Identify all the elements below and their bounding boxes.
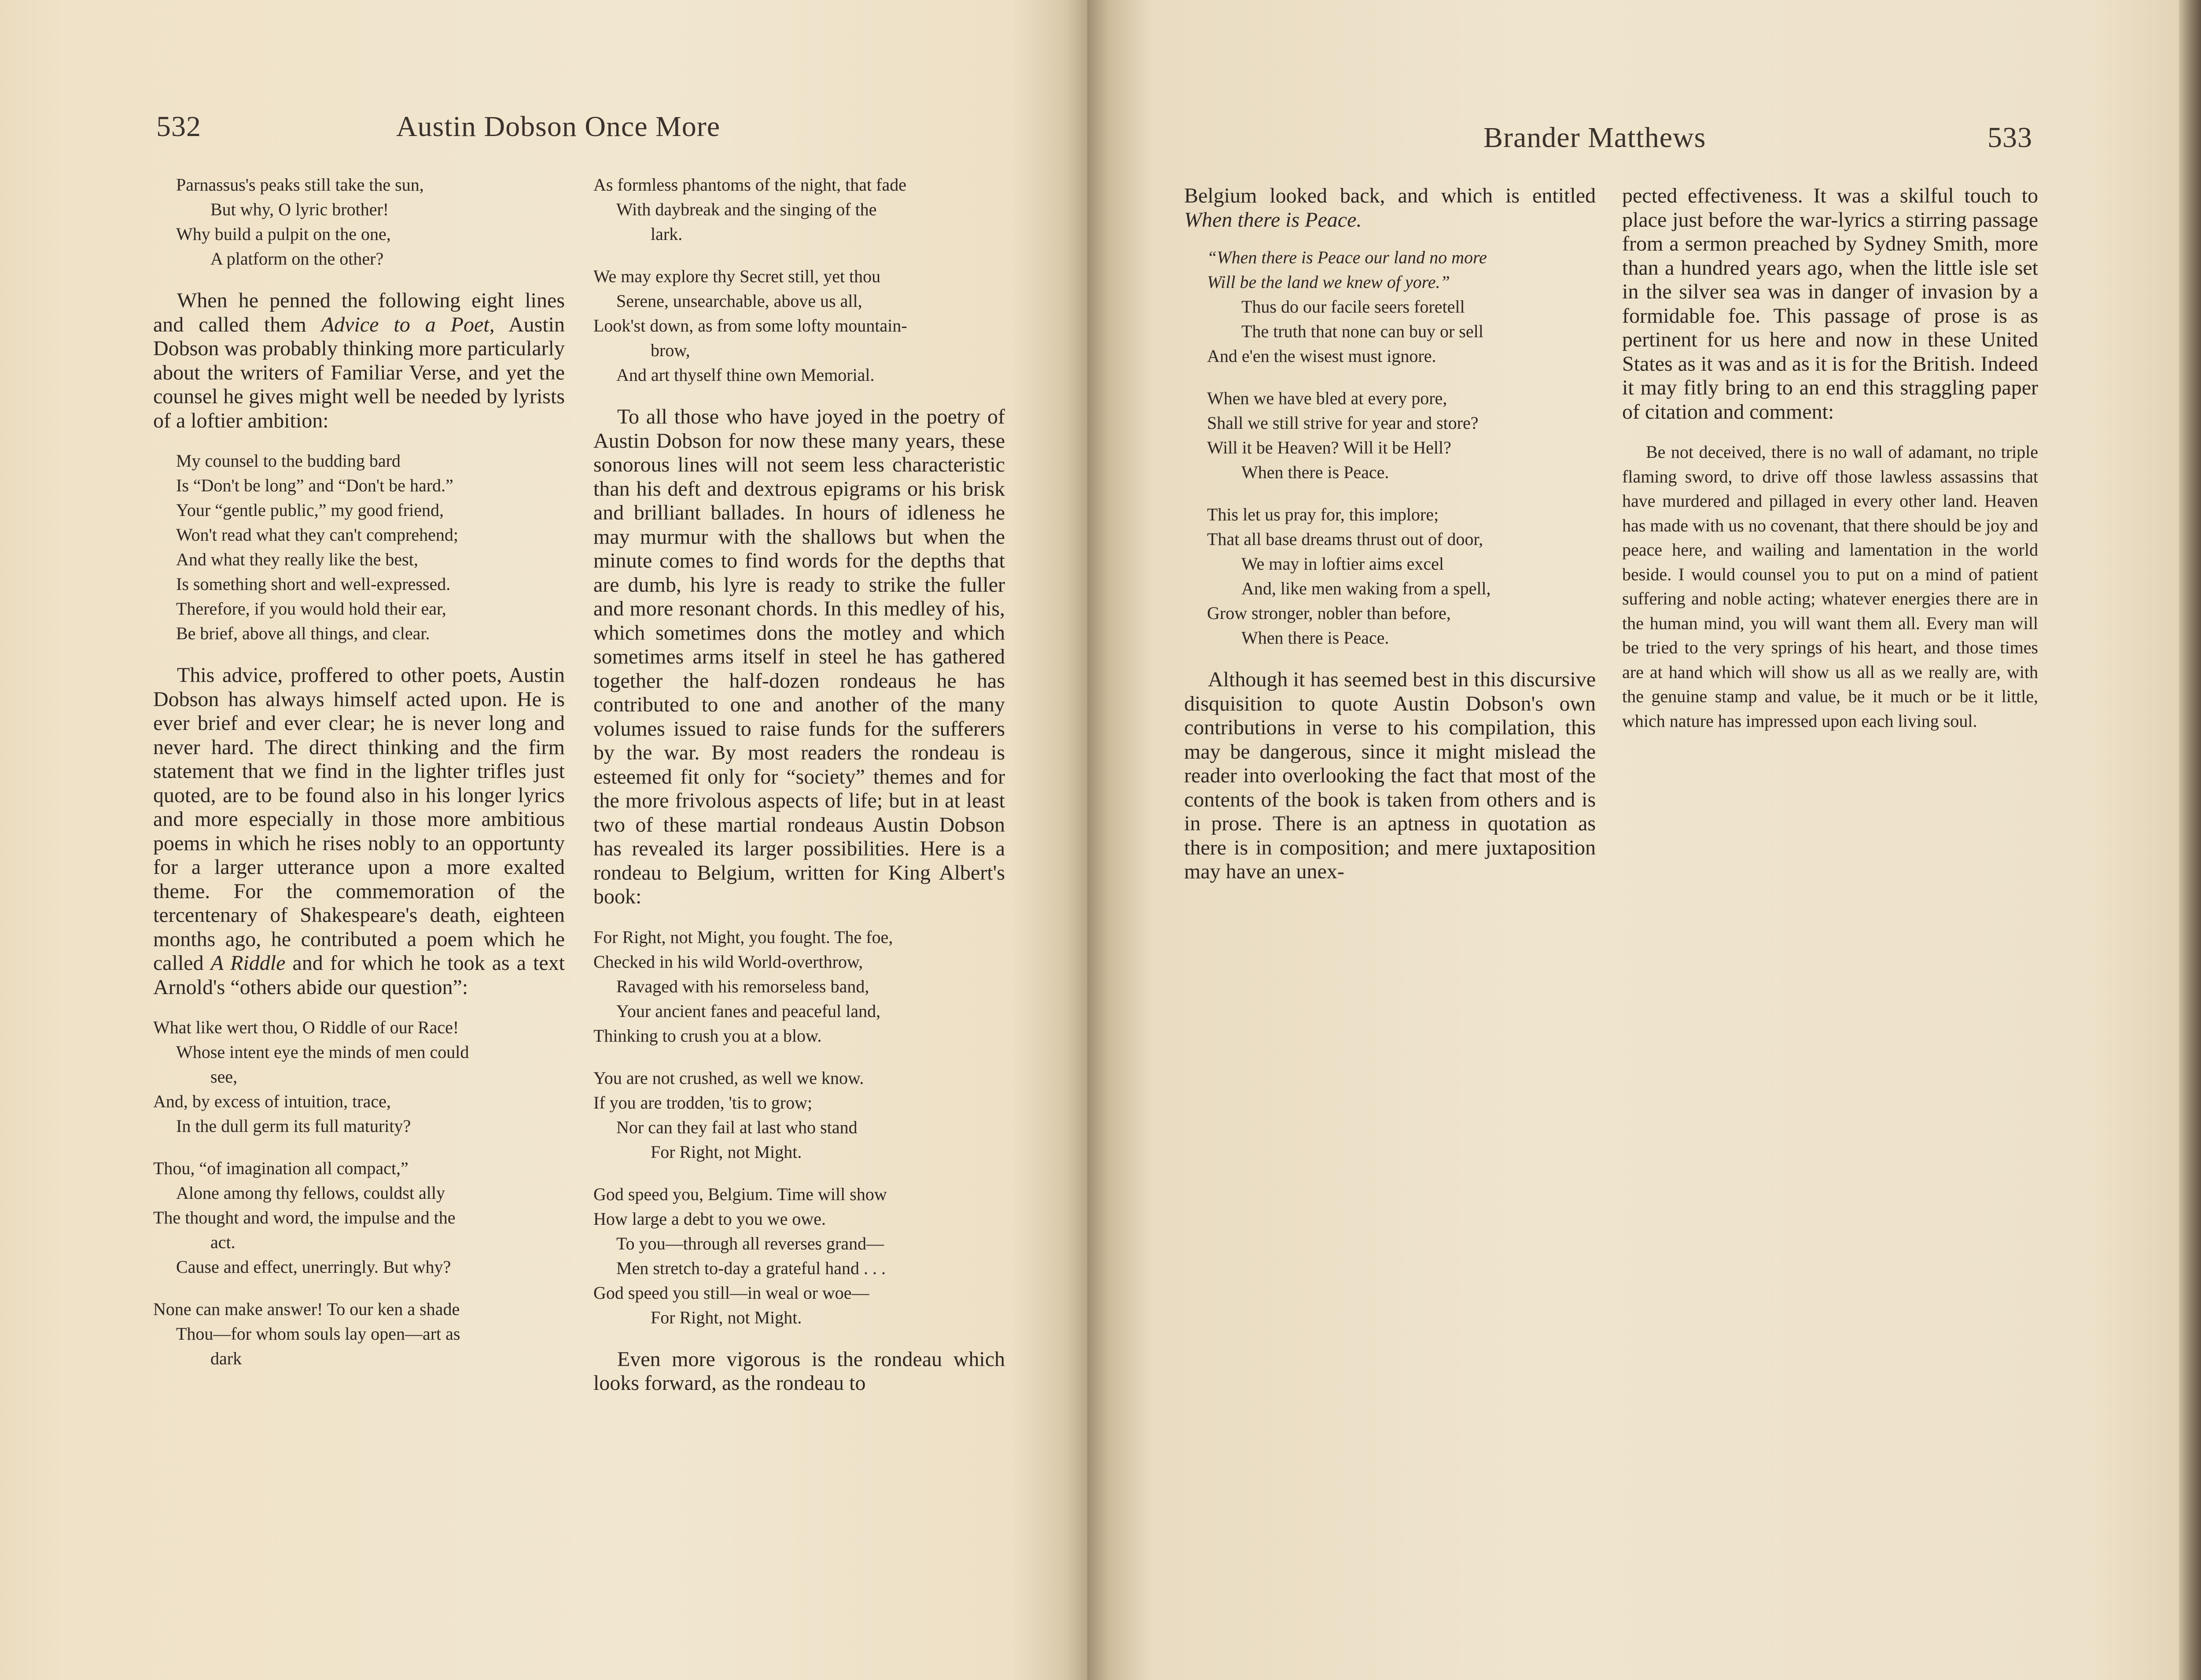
verse-line: To you—through all reverses grand—	[616, 1233, 884, 1253]
paragraph: pected effectiveness. It was a skilful touch to place just before the war-lyrics a stirring passage from a sermon preached by Sydney Smith, more than a hundred years ago, when the little isle set in the silver sea was in danger of invasion by a formidable foe. This passage of prose is as pertinent for us here and now in these United States as it was and as it is for the British. Indeed it may fitly bring to an end this straggling paper of citation and comment:	[1622, 184, 2038, 424]
verse-line: For Right, not Might.	[651, 1307, 802, 1327]
paragraph: This advice, proffered to other poets, Austin Dobson has always himself acted upon. He is ever brief and ever clear; he is never long and never hard. The direct thinking and the firm statement that we find in the lighter trifles just quoted, are to be found also in his longer lyrics and more especially in those more ambitious poems in which he rises nobly to an opportunty for a larger utterance upon a more exalted theme. For the commemoration of the tercentenary of Shakespeare's death, eighteen months ago, he contributed a poem which he called A Riddle and for which he took as a text Arnold's “others abide our question”:	[153, 663, 565, 999]
verse-line: We may in loftier aims excel	[1241, 554, 1444, 574]
verse-line: Thus do our facile seers foretell	[1241, 297, 1465, 317]
verse-line: How large a debt to you we owe.	[593, 1208, 826, 1229]
verse-line: Shall we still strive for year and store?	[1207, 413, 1479, 433]
running-title-right: Brander Matthews	[1483, 122, 1706, 154]
paragraph: To all those who have joyed in the poetry of Austin Dobson for now these many years, these sonorous lines will not seem less characteristic than his deft and dextrous epigrams or his brisk and brilliant ballades. In hours of idleness he may murmur with the shallows but when the minute comes to find words for the depths that are dumb, his lyre is ready to strike the fuller and more resonant chords. In this medley of his, which sometimes dons the motley and which sometimes arms itself in steel he has gathered together the half-dozen rondeaus he has contributed to one and another of the many volumes issued to raise funds for the sufferers by the war. By most readers the rondeau is esteemed fit only for “society” themes and for the more frivolous aspects of life; but in at least two of these martial rondeaus Austin Dobson has revealed its larger possibilities. Here is a rondeau to Belgium, written for King Albert's book:	[593, 405, 1005, 908]
paragraph: Even more vigorous is the rondeau which looks forward, as the rondeau to	[593, 1347, 1005, 1395]
verse-block	[593, 1182, 1005, 1330]
verse-line: God speed you still—in weal or woe—	[593, 1282, 869, 1303]
verse-line: Thou, “of imagination all compact,”	[153, 1158, 409, 1178]
verse-line: Nor can they fail at last who stand	[616, 1117, 858, 1137]
right-column-2	[1622, 184, 2038, 743]
poem-title: A Riddle	[210, 951, 286, 975]
verse-line: Is something short and well-expressed.	[176, 574, 451, 594]
verse-line: Men stretch to-day a grateful hand . . .	[616, 1258, 886, 1278]
verse-line: A platform on the other?	[210, 249, 384, 269]
right-page	[1087, 0, 2179, 1680]
verse-line: And what they really like the best,	[176, 549, 418, 569]
page-number-right: 533	[1988, 122, 2032, 154]
verse-line: You are not crushed, as well we know.	[593, 1068, 864, 1088]
verse-line: dark	[210, 1348, 242, 1368]
verse-line: None can make answer! To our ken a shade	[153, 1299, 460, 1319]
verse-line: Serene, unsearchable, above us all,	[616, 291, 862, 311]
verse-line: Be brief, above all things, and clear.	[176, 623, 430, 643]
verse-block	[1184, 386, 1596, 485]
verse-line: What like wert thou, O Riddle of our Race!	[153, 1017, 459, 1037]
verse-line: Thinking to crush you at a blow.	[593, 1025, 822, 1046]
verse-line: When there is Peace.	[1241, 462, 1389, 482]
verse-line: For Right, not Might.	[651, 1142, 802, 1162]
verse-block	[153, 1297, 565, 1371]
verse-block	[153, 1156, 565, 1279]
verse-line: Whose intent eye the minds of men could	[176, 1042, 469, 1062]
verse-block	[153, 173, 565, 271]
verse-line: Your ancient fanes and peaceful land,	[616, 1001, 881, 1021]
right-column-1	[1184, 184, 1596, 894]
verse-line: This let us pray for, this implore;	[1207, 505, 1439, 524]
paragraph: Although it has seemed best in this discursive disquisition to quote Austin Dobson's own contributions in verse to his compilation, this may be dangerous, since it might mislead the reader into overlooking the fact that most of the contents of the book is taken from others and is in prose. There is an aptness in quotation as there is in composition; and mere juxtaposition may have an unex-	[1184, 668, 1596, 883]
verse-block	[1184, 245, 1596, 368]
verse-line: Thou—for whom souls lay open—art as	[176, 1324, 460, 1344]
verse-line: Will it be Heaven? Will it be Hell?	[1207, 438, 1451, 457]
page-number-left: 532	[156, 111, 201, 143]
verse-line: That all base dreams thrust out of door,	[1207, 529, 1483, 549]
verse-line: And, like men waking from a spell,	[1241, 578, 1491, 598]
verse-line: Why build a pulpit on the one,	[176, 224, 391, 244]
verse-block	[1184, 502, 1596, 650]
poem-title: When there is Peace.	[1184, 208, 1362, 232]
verse-block	[593, 173, 1005, 247]
verse-line: And e'en the wisest must ignore.	[1207, 346, 1436, 366]
verse-line: Is “Don't be long” and “Don't be hard.”	[176, 475, 453, 495]
verse-line: Look'st down, as from some lofty mountain-	[593, 316, 907, 335]
verse-block	[153, 449, 565, 646]
verse-line: For Right, not Might, you fought. The foe,	[593, 927, 893, 947]
verse-line: Cause and effect, unerringly. But why?	[176, 1257, 451, 1277]
paragraph: Belgium looked back, and which is entitled When there is Peace.	[1184, 184, 1596, 232]
verse-line: But why, O lyric brother!	[210, 199, 389, 219]
verse-line: And art thyself thine own Memorial.	[616, 365, 875, 385]
verse-line: Won't read what they can't comprehend;	[176, 525, 458, 545]
verse-line: With daybreak and the singing of the	[616, 199, 877, 219]
sermon-quote: Be not deceived, there is no wall of adamant, no triple flaming sword, to drive off those lawless assassins that have murdered and pillaged in every other land. Heaven has made with us no covenant, that there should be joy and peace here, and wailing and lamentation in the world beside. I would counsel you to put on a mind of patient suffering and noble acting; whatever energies there are in the human mind, you will want them all. Every man will be tried to the very springs of his heart, and those times are at hand which will show us all as we really are, with the genuine stamp and value, be it much or be it little, which nature has impressed upon each living soul.	[1622, 442, 2038, 731]
verse-block	[153, 1015, 565, 1138]
verse-line: Your “gentle public,” my good friend,	[176, 500, 444, 520]
verse-block	[593, 925, 1005, 1048]
left-column-1	[153, 173, 565, 1389]
verse-line: The thought and word, the impulse and the	[153, 1208, 456, 1227]
verse-line: lark.	[651, 224, 683, 244]
verse-line: see,	[210, 1067, 238, 1087]
verse-line: brow,	[651, 340, 690, 360]
left-page	[0, 0, 1087, 1680]
verse-line: In the dull germ its full maturity?	[176, 1116, 411, 1136]
verse-line: If you are trodden, 'tis to grow;	[593, 1092, 813, 1113]
verse-line: The truth that none can buy or sell	[1241, 321, 1483, 341]
verse-line: God speed you, Belgium. Time will show	[593, 1184, 887, 1204]
verse-line: Ravaged with his remorseless band,	[616, 976, 869, 996]
book-edge	[2179, 0, 2201, 1680]
paragraph: When he penned the following eight lines and called them Advice to a Poet, Austin Dobson was probably thinking more particularly about the writers of Familiar Verse, and yet the counsel he gives might well be needed by lyrists of a loftier ambition:	[153, 289, 565, 432]
verse-line: When we have bled at every pore,	[1207, 388, 1447, 408]
verse-line: Grow stronger, nobler than before,	[1207, 603, 1451, 623]
verse-line: Checked in his wild World-overthrow,	[593, 951, 863, 972]
verse-line: As formless phantoms of the night, that fade	[593, 175, 906, 195]
verse-line: And, by excess of intuition, trace,	[153, 1091, 391, 1111]
verse-line: act.	[210, 1232, 236, 1252]
verse-block	[593, 1066, 1005, 1164]
verse-line: “When there is Peace our land no more	[1207, 247, 1487, 267]
verse-line: Will be the land we knew of yore.”	[1207, 272, 1450, 292]
verse-line: Alone among thy fellows, couldst ally	[176, 1183, 445, 1203]
verse-line: Parnassus's peaks still take the sun,	[176, 175, 424, 195]
verse-block	[593, 264, 1005, 387]
verse-line: My counsel to the budding bard	[176, 451, 401, 471]
verse-line: We may explore thy Secret still, yet thou	[593, 266, 881, 286]
verse-line: When there is Peace.	[1241, 628, 1389, 648]
left-column-2	[593, 173, 1005, 1405]
running-title-left: Austin Dobson Once More	[396, 111, 721, 143]
poem-title: Advice to a Poet,	[321, 313, 495, 336]
verse-line: Therefore, if you would hold their ear,	[176, 599, 446, 619]
